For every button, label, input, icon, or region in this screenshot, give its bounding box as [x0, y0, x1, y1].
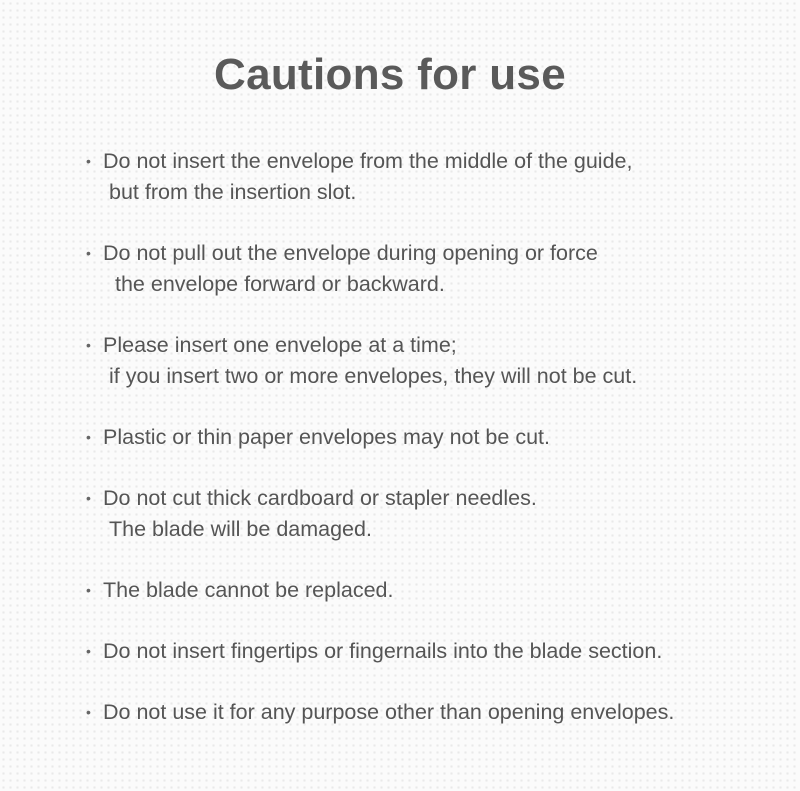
caution-item	[86, 575, 776, 606]
caution-text: Do not use it for any purpose other than opening envelopes.	[103, 700, 675, 724]
bullet-icon: •	[86, 704, 91, 720]
page-title: Cautions for use	[214, 50, 566, 99]
caution-item	[86, 697, 776, 728]
caution-text: Do not cut thick cardboard or stapler needles.	[103, 486, 537, 510]
caution-text-continued: the envelope forward or backward.	[115, 272, 445, 296]
caution-item	[86, 483, 776, 545]
caution-item	[86, 422, 776, 453]
cautions-list	[86, 146, 776, 758]
caution-text: Please insert one envelope at a time;	[103, 333, 457, 357]
caution-item	[86, 146, 776, 208]
caution-text: Do not pull out the envelope during opening or force	[103, 241, 598, 265]
caution-item	[86, 636, 776, 667]
bullet-icon: •	[86, 490, 91, 506]
caution-text-continued: The blade will be damaged.	[109, 517, 372, 541]
bullet-icon: •	[86, 429, 91, 445]
caution-text-continued: but from the insertion slot.	[109, 180, 357, 204]
bullet-icon: •	[86, 153, 91, 169]
caution-item	[86, 238, 776, 300]
caution-text: Plastic or thin paper envelopes may not be cut.	[103, 425, 550, 449]
bullet-icon: •	[86, 245, 91, 261]
caution-text-continued: if you insert two or more envelopes, they will not be cut.	[109, 364, 638, 388]
caution-text: Do not insert the envelope from the middle of the guide,	[103, 149, 633, 173]
bullet-icon: •	[86, 582, 91, 598]
caution-text: The blade cannot be replaced.	[103, 578, 394, 602]
bullet-icon: •	[86, 337, 91, 353]
caution-item	[86, 330, 776, 392]
caution-text: Do not insert fingertips or fingernails into the blade section.	[103, 639, 663, 663]
bullet-icon: •	[86, 643, 91, 659]
